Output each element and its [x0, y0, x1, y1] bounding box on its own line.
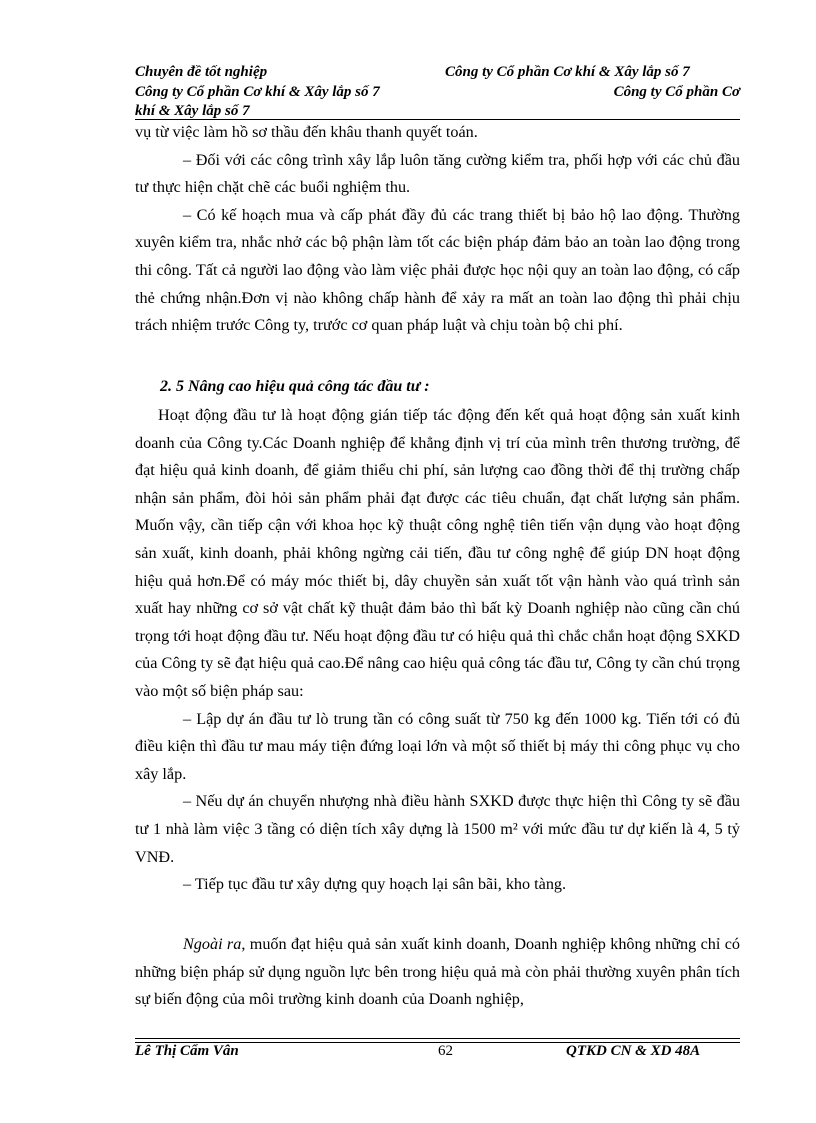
header-left-title: Chuyên đề tốt nghiệp — [135, 64, 268, 80]
footer-class: QTKD CN & XD 48A — [566, 1043, 701, 1059]
paragraph: vụ từ việc làm hồ sơ thầu đến khâu thanh quyết toán. — [135, 123, 478, 141]
text-block-2 — [135, 402, 740, 899]
list-item: – Lập dự án đầu tư lò trung tần có công suất từ 750 kg đến 1000 kg. Tiến tới có đủ điều kiện thì đầu tư mau máy tiện đứng loại lớn và một số thiết bị máy thi công phục vụ cho xây lắp. — [135, 709, 740, 783]
italic-lead: Ngoài ra — [183, 935, 242, 953]
header-right-company-2: Công ty Cổ phần Cơ — [613, 84, 740, 100]
page-header — [135, 63, 740, 123]
paragraph: – Đối với các công trình xây lắp luôn tăng cường kiểm tra, phối hợp với các chủ đầu tư thực hiện chặt chẽ các buổi nghiệm thu. — [135, 150, 740, 197]
paragraph: – Có kế hoạch mua và cấp phát đầy đủ các trang thiết bị bảo hộ lao động. Thường xuyên kiểm tra, nhắc nhở các bộ phận làm tốt các biện pháp đảm bảo an toàn lao động trong thi công. Tất cả người lao động vào làm việc phải được học nội quy an toàn lao động, có cấp thẻ chứng nhận.Đơn vị nào không chấp hành để xảy ra mất an toàn lao động thì phải chịu trách nhiệm trước Công ty, trước cơ quan pháp luật và chịu toàn bộ chi phí. — [135, 205, 740, 335]
section-heading: 2. 5 Nâng cao hiệu quả công tác đầu tư : — [160, 378, 430, 395]
paragraph: Hoạt động đầu tư là hoạt động gián tiếp tác động đến kết quả hoạt động sản xuất kinh doanh của Công ty.Các Doanh nghiệp để khẳng định vị trí của mình trên thương trường, để đạt hiệu quả kinh doanh, để giảm thiểu chi phí, sản lượng cao đồng thời để thị trường chấp nhận sản phẩm, đòi hỏi sản phẩm phải đạt được các tiêu chuẩn, đạt chất lượng sản phẩm. Muốn vậy, cần tiếp cận với khoa học kỹ thuật công nghệ tiên tiến vận dụng vào hoạt động sản xuất, kinh doanh, phải không ngừng cải tiến, đầu tư công nghệ để giúp DN hoạt động hiệu quả hơn.Để có máy móc thiết bị, dây chuyền sản xuất tốt vận hành vào quá trình sản xuất hay những cơ sở vật chất kỹ thuật đảm bảo thì bất kỳ Doanh nghiệp nào cũng cần chú trọng tới hoạt động đầu tư. Nếu hoạt động đầu tư có hiệu quả thì chắc chắn hoạt động SXKD của Công ty sẽ đạt hiệu quả cao.Để nâng cao hiệu quả công tác đầu tư, Công ty cần chú trọng vào một số biện pháp sau: — [135, 406, 740, 700]
text-block-3 — [135, 931, 740, 1014]
header-company-continuation: khí & Xây lắp số 7 — [135, 103, 250, 119]
text-block-1 — [135, 119, 740, 340]
header-right-company: Công ty Cổ phần Cơ khí & Xây lắp số 7 — [445, 64, 690, 80]
list-item: – Tiếp tục đầu tư xây dựng quy hoạch lại sân bãi, kho tàng. — [183, 875, 567, 894]
footer-divider — [135, 1038, 740, 1039]
paragraph — [135, 931, 740, 1014]
header-left-company: Công ty Cổ phần Cơ khí & Xây lắp số 7 — [135, 84, 380, 100]
list-item: – Nếu dự án chuyển nhượng nhà điều hành SXKD được thực hiện thì Công ty sẽ đầu tư 1 nhà làm việc 3 tầng có diện tích xây dựng là 1500 m² với mức đầu tư dự kiến là 4, 5 tỷ VNĐ. — [135, 792, 740, 866]
paragraph-rest: , muốn đạt hiệu quả sản xuất kinh doanh, Doanh nghiệp không những chỉ có những biện pháp sử dụng nguồn lực bên trong hiệu quả mà còn phải thường xuyên phân tích sự biến động của môi trường kinh doanh của Doanh nghiệp, — [135, 935, 740, 1009]
footer-author: Lê Thị Cẩm Vân — [135, 1043, 239, 1059]
page-number: 62 — [438, 1043, 453, 1059]
